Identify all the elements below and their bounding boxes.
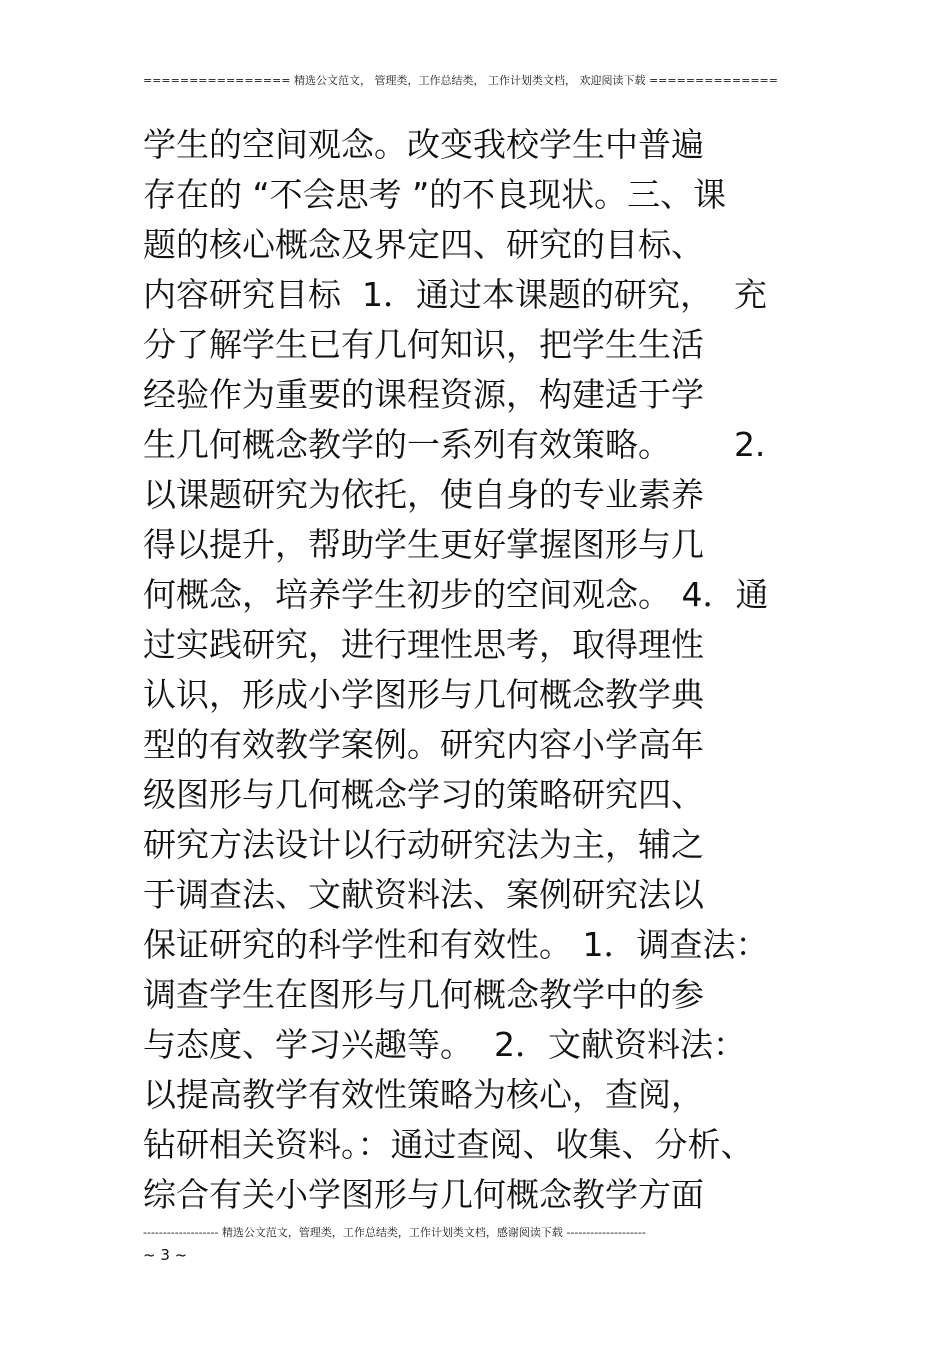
body-line: 研究方法设计以行动研究法为主，辅之	[143, 825, 704, 864]
body-line: 型的有效教学案例。研究内容小学高年	[143, 725, 704, 764]
body-line: 题的核心概念及界定四、研究的目标、	[143, 225, 704, 264]
body-line: 以课题研究为依托，使自身的专业素养	[143, 475, 704, 514]
body-line: 生几何概念教学的一系列有效策略。 2.	[143, 425, 766, 464]
body-line: 保证研究的科学性和有效性。 1．调查法：	[143, 925, 769, 964]
body-line: 级图形与几何概念学习的策略研究四、	[143, 775, 704, 814]
body-line: 钻研相关资料。：通过查阅、收集、分析、	[143, 1125, 754, 1164]
body-line: 经验作为重要的课程资源，构建适于学	[143, 375, 704, 414]
page-header: ================ 精选公文范文， 管理类，工作总结类， 工作计划类文档， 欢迎阅读下载 ==============	[143, 74, 778, 87]
body-line: 综合有关小学图形与几何概念教学方面	[143, 1175, 704, 1214]
body-line: 于调查法、文献资料法、案例研究法以	[143, 875, 704, 914]
body-line: 学生的空间观念。改变我校学生中普遍	[143, 125, 704, 164]
body-line: 过实践研究，进行理性思考，取得理性	[143, 625, 704, 664]
page-footer: ------------------- 精选公文范文，管理类，工作总结类，工作计划类文档，感谢阅读下载 --------------------	[143, 1226, 646, 1239]
body-line: 分了解学生已有几何知识，把学生生活	[143, 325, 704, 364]
body-line: 得以提升，帮助学生更好掌握图形与几	[143, 525, 704, 564]
body-line: 认识，形成小学图形与几何概念教学典	[143, 675, 704, 714]
page-number: ~ 3 ~	[143, 1246, 188, 1264]
body-line: 调查学生在图形与几何概念教学中的参	[143, 975, 704, 1014]
body-line: 何概念，培养学生初步的空间观念。 4．通	[143, 575, 769, 614]
body-line: 以提高教学有效性策略为核心，查阅，	[143, 1075, 704, 1114]
body-line: 内容研究目标 1．通过本课题的研究， 充	[143, 275, 767, 314]
body-line: 与态度、学习兴趣等。 2．文献资料法：	[143, 1025, 746, 1064]
body-line: 存在的 “不会思考 ”的不良现状。三、课	[143, 175, 727, 214]
document-body	[143, 120, 823, 1220]
